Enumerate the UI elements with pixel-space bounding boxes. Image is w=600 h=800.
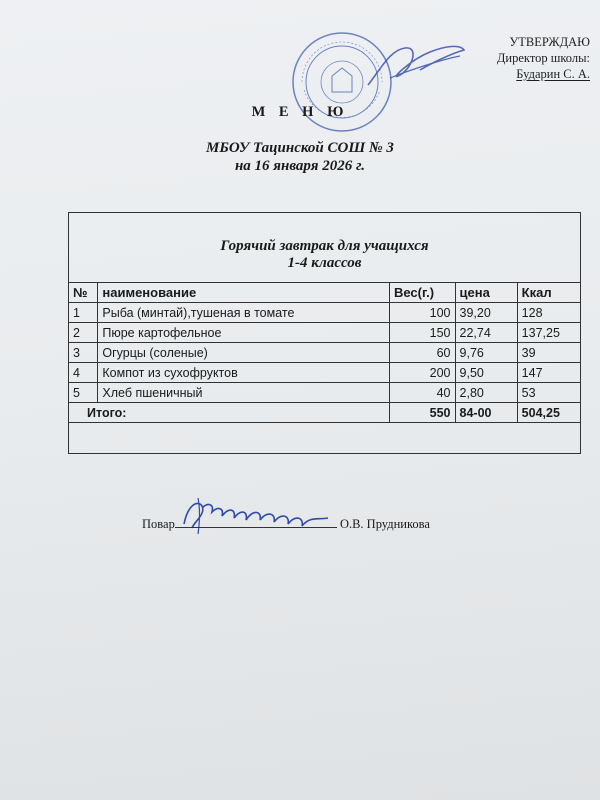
row-dish: Хлеб пшеничный	[98, 383, 390, 403]
page-title: М Е Н Ю	[251, 104, 349, 120]
cook-label: Повар	[142, 517, 175, 531]
cook-name: О.В. Прудникова	[339, 517, 430, 531]
row-kcal: 137,25	[517, 323, 580, 343]
row-weight: 200	[389, 363, 455, 383]
row-kcal: 147	[517, 363, 580, 383]
header-price: цена	[455, 283, 517, 303]
row-number: 2	[69, 323, 98, 343]
total-price: 84-00	[455, 403, 517, 423]
table-caption-line1: Горячий завтрак для учащихся	[220, 238, 429, 254]
total-row	[69, 403, 581, 423]
row-number: 1	[69, 303, 98, 323]
row-price: 9,76	[455, 343, 517, 363]
menu-date: на 16 января 2026 г.	[234, 158, 366, 174]
header-weight: Вес(г.)	[389, 283, 455, 303]
table-caption	[68, 238, 581, 272]
row-number: 3	[69, 343, 98, 363]
row-kcal: 128	[517, 303, 580, 323]
approval-name: Бударин С. А.	[516, 67, 590, 81]
total-kcal: 504,25	[517, 403, 580, 423]
menu-table	[68, 282, 581, 423]
row-weight: 60	[389, 343, 455, 363]
header-kcal: Ккал	[517, 283, 580, 303]
table-row	[69, 323, 581, 343]
row-number: 4	[69, 363, 98, 383]
row-kcal: 53	[517, 383, 580, 403]
row-dish: Огурцы (соленые)	[98, 343, 390, 363]
school-heading	[0, 139, 600, 175]
row-kcal: 39	[517, 343, 580, 363]
row-number: 5	[69, 383, 98, 403]
row-price: 22,74	[455, 323, 517, 343]
row-price: 9,50	[455, 363, 517, 383]
table-row	[69, 303, 581, 323]
header-number: №	[69, 283, 98, 303]
table-caption-line2: 1-4 классов	[287, 255, 362, 271]
row-dish: Компот из сухофруктов	[98, 363, 390, 383]
approval-block	[440, 34, 590, 82]
row-weight: 100	[389, 303, 455, 323]
row-weight: 150	[389, 323, 455, 343]
row-weight: 40	[389, 383, 455, 403]
row-dish: Рыба (минтай),тушеная в томате	[98, 303, 390, 323]
row-price: 39,20	[455, 303, 517, 323]
cook-line	[142, 515, 430, 532]
table-row	[69, 363, 581, 383]
school-name: МБОУ Тацинской СОШ № 3	[206, 140, 394, 156]
table-row	[69, 343, 581, 363]
table-header-row	[69, 283, 581, 303]
row-price: 2,80	[455, 383, 517, 403]
table-row	[69, 383, 581, 403]
approval-position: Директор школы:	[496, 51, 590, 65]
row-dish: Пюре картофельное	[98, 323, 390, 343]
signature-line	[175, 515, 337, 528]
header-name: наименование	[98, 283, 390, 303]
total-weight: 550	[389, 403, 455, 423]
total-label: Итого:	[69, 403, 390, 423]
approval-heading: УТВЕРЖДАЮ	[509, 35, 590, 49]
